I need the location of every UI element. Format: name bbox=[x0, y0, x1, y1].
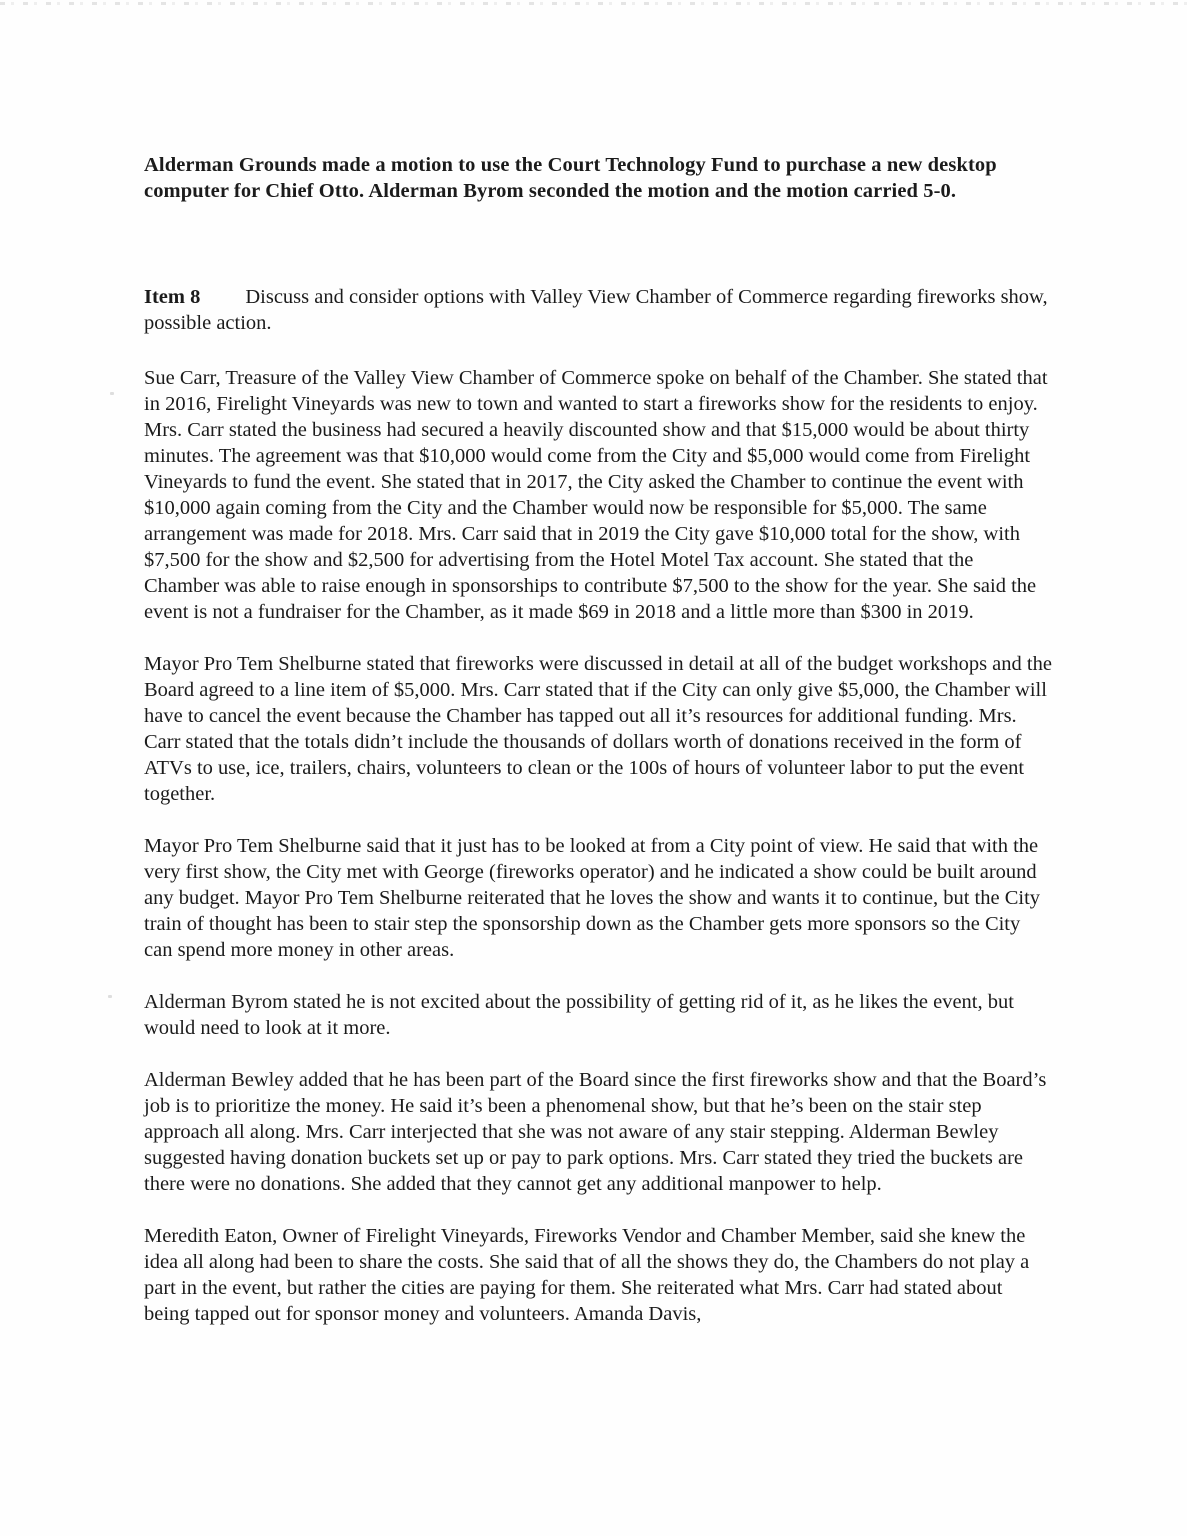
item-8-heading bbox=[144, 284, 1052, 336]
document-body bbox=[144, 152, 1052, 1353]
scan-artifact-line bbox=[0, 2, 1187, 5]
motion-paragraph: Alderman Grounds made a motion to use the Court Technology Fund to purchase a new desktop computer for Chief Otto. Alderman Byrom seconded the motion and the motion carried 5-0. bbox=[144, 154, 997, 202]
paragraph-byrom: Alderman Byrom stated he is not excited about the possibility of getting rid of it, as he likes the event, but would need to look at it more. bbox=[144, 991, 1014, 1039]
item-heading-text: Discuss and consider options with Valley View Chamber of Commerce regarding fireworks show, possible action. bbox=[144, 286, 1048, 334]
paragraph-shelburne-budget: Mayor Pro Tem Shelburne stated that fireworks were discussed in detail at all of the budget workshops and the Board agreed to a line item of $5,000. Mrs. Carr stated that if the City can only give $5,000, the Chamber will have to cancel the event because the Chamber has tapped out all it’s resources for additional funding. Mrs. Carr stated that the totals didn’t include the thousands of dollars worth of donations received in the form of ATVs to use, ice, trailers, chairs, volunteers to clean or the 100s of hours of volunteer labor to put the event together. bbox=[144, 653, 1052, 805]
paragraph-meredith-eaton: Meredith Eaton, Owner of Firelight Vineyards, Fireworks Vendor and Chamber Member, said she knew the idea all along had been to share the costs. She said that of all the shows they do, the Chambers do not play a part in the event, but rather the cities are paying for them. She reiterated what Mrs. Carr had stated about being tapped out for sponsor money and volunteers. Amanda Davis, bbox=[144, 1225, 1030, 1325]
paragraph-sue-carr: Sue Carr, Treasure of the Valley View Chamber of Commerce spoke on behalf of the Chamber. She stated that in 2016, Firelight Vineyards was new to town and wanted to start a fireworks show for the residents to enjoy. Mrs. Carr stated the business had secured a heavily discounted show and that $15,000 would be about thirty minutes. The agreement was that $10,000 would come from the City and $5,000 would come from Firelight Vineyards to fund the event. She stated that in 2017, the City asked the Chamber to continue the event with $10,000 again coming from the City and the Chamber would now be responsible for $5,000. The same arrangement was made for 2018. Mrs. Carr said that in 2019 the City gave $10,000 total for the show, with $7,500 for the show and $2,500 for advertising from the Hotel Motel Tax account. She stated that the Chamber was able to raise enough in sponsorships to contribute $7,500 to the show for the year. She said the event is not a fundraiser for the Chamber, as it made $69 in 2018 and a little more than $300 in 2019. bbox=[144, 367, 1048, 623]
paragraph-shelburne-city-view: Mayor Pro Tem Shelburne said that it just has to be looked at from a City point of view. He said that with the very first show, the City met with George (fireworks operator) and he indicated a show could be built around any budget. Mayor Pro Tem Shelburne reiterated that he loves the show and wants it to continue, but the City train of thought has been to stair step the sponsorship down as the Chamber gets more sponsors so the City can spend more money in other areas. bbox=[144, 835, 1041, 961]
item-number: Item 8 bbox=[144, 286, 201, 308]
paragraph-bewley: Alderman Bewley added that he has been part of the Board since the first fireworks show and that the Board’s job is to prioritize the money. He said it’s been a phenomenal show, but that he’s been on the stair step approach all along. Mrs. Carr interjected that she was not aware of any stair stepping. Alderman Bewley suggested having donation buckets set up or pay to park options. Mrs. Carr stated they tried the buckets are there were no donations. She added that they cannot get any additional manpower to help. bbox=[144, 1069, 1047, 1195]
scan-artifact-speck bbox=[108, 995, 112, 998]
scan-artifact-speck bbox=[110, 392, 114, 395]
